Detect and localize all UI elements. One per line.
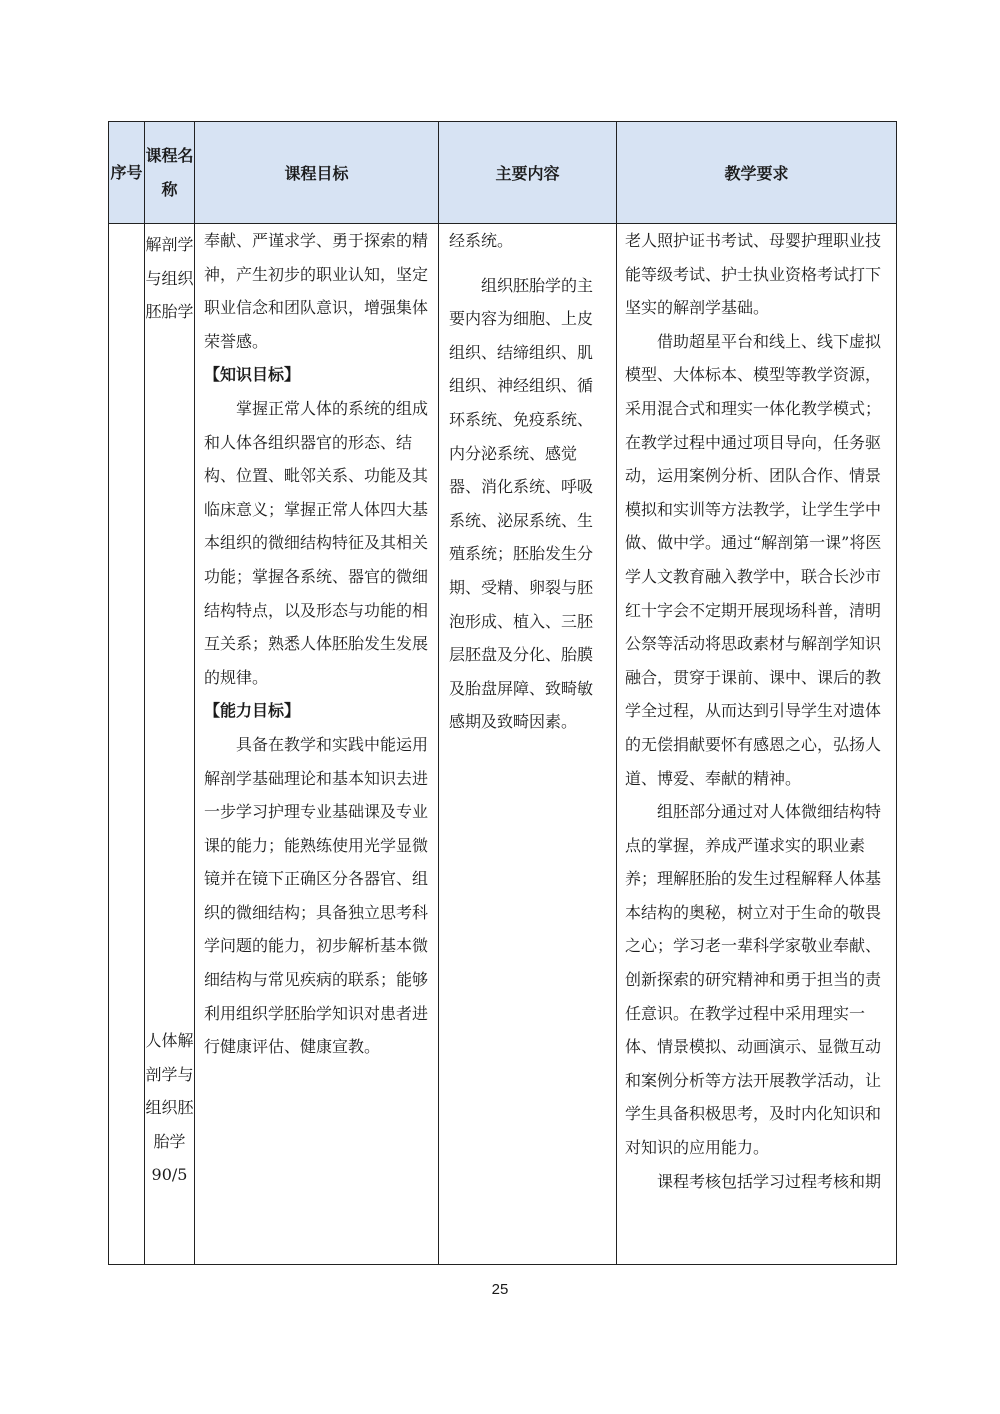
cell-requirements: [617, 224, 897, 1265]
requirements-p3: 组胚部分通过对人体微细结构特点的掌握，养成严谨求实的职业素养；理解胚胎的发生过程解释人体基本结构的奥秘，树立对于生命的敬畏之心；学习老一辈科学家敬业奉献、创新探索的研究精神和勇于担当的责任意识。在教学过程中采用理实一体、情景模拟、动画演示、显微互动和案例分析等方法开展教学活动，让学生具备积极思考，及时内化知识和对知识的应用能力。: [625, 802, 882, 1158]
page-number: 25: [491, 1281, 509, 1298]
knowledge-text: 掌握正常人体的系统的组成和人体各组织器官的形态、结构、位置、毗邻关系、功能及其临床意义；掌握正常人体四大基本组织的微细结构特征及其相关功能；掌握各系统、器官的微细结构特点，以及形态与功能的相互关系；熟悉人体胚胎发生发展的规律。: [204, 398, 429, 687]
cell-index: [109, 224, 145, 1265]
requirements-p4: 课程考核包括学习过程考核和期: [657, 1171, 882, 1191]
header-content: 主要内容: [439, 122, 617, 224]
objectives-intro: 奉献、严谨求学、勇于探索的精神，产生初步的职业认知，坚定职业信念和团队意识，增强集体荣誉感。: [204, 231, 429, 351]
table-header-row: [109, 122, 897, 224]
header-objectives: 课程目标: [195, 122, 439, 224]
curriculum-table: [108, 121, 897, 1265]
content-intro: 经系统。: [449, 231, 514, 250]
ability-text: 具备在教学和实践中能运用解剖学基础理论和基本知识去进一步学习护理专业基础课及专业课的能力；能熟练使用光学显微镜并在镜下正确区分各器官、组织的微细结构；具备独立思考科学问题的能力，初步解析基本微细结构与常见疾病的联系；能够利用组织学胚胎学知识对患者进行健康评估、健康宣教。: [204, 734, 429, 1057]
cell-content: [439, 224, 617, 1265]
cell-course-name: [145, 224, 195, 1265]
content-text: 组织胚胎学的主要内容为细胞、上皮组织、结缔组织、肌组织、神经组织、循环系统、免疫系统、内分泌系统、感觉器、消化系统、呼吸系统、泌尿系统、生殖系统；胚胎发生分期、受精、卵裂与胚泡形成、植入、三胚层胚盘及分化、胎膜及胎盘屏障、致畸敏感期及致畸因素。: [449, 275, 594, 732]
course-name-top: 解剖学与组织胚胎学: [145, 235, 194, 322]
requirements-p2: 借助超星平台和线上、线下虚拟模型、大体标本、模型等教学资源，采用混合式和理实一体化教学模式；在教学过程中通过项目导向，任务驱动，运用案例分析、团队合作、情景模拟和实训等方法教学，让学生学中做、做中学。通过“解剖第一课”将医学人文教育融入教学中，联合长沙市红十字会不定期开展现场科普，清明公祭等活动将思政素材与解剖学知识融合，贯穿于课前、课中、课后的教学全过程，从而达到引导学生对遗体的无偿捐献要怀有感恩之心，弘扬人道、博爱、奉献的精神。: [625, 331, 882, 788]
header-course-name: 课程名称: [145, 122, 195, 224]
header-requirements: 教学要求: [617, 122, 897, 224]
header-index: 序号: [109, 122, 145, 224]
table-row: [109, 224, 897, 1265]
cell-objectives: [195, 224, 439, 1265]
requirements-p1: 老人照护证书考试、母婴护理职业技能等级考试、护士执业资格考试打下坚实的解剖学基础。: [625, 231, 882, 318]
ability-heading: 【能力目标】: [204, 701, 301, 721]
knowledge-heading: 【知识目标】: [204, 365, 301, 385]
course-name-full: 人体解剖学与组织胚胎学90/5: [145, 1031, 194, 1185]
